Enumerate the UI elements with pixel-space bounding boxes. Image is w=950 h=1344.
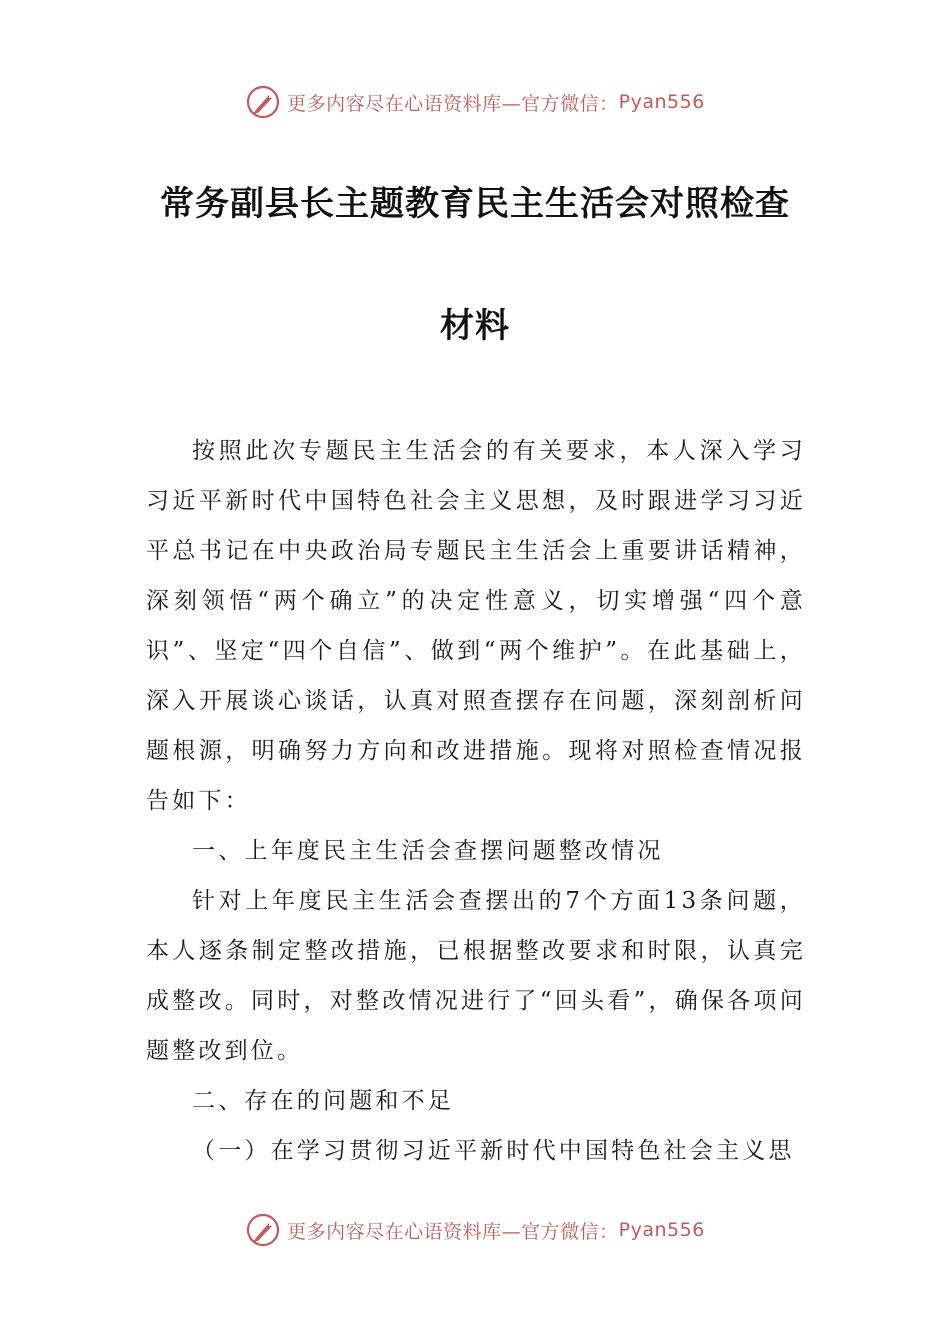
document-body xyxy=(146,426,806,1176)
watermark-text: 更多内容尽在心语资料库—官方微信： xyxy=(287,92,619,115)
section-heading-2: 二、存在的问题和不足 xyxy=(192,1088,454,1114)
watermark-wechat-id: Pyan556 xyxy=(618,91,705,113)
intro-paragraph: 按照此次专题民主生活会的有关要求，本人深入学习习近平新时代中国特色社会主义思想，及时跟进学习习近平总书记在中央政治局专题民主生活会上重要讲话精神，深刻领悟“两个确立”的决定性意义，切实增强“四个意识”、坚定“四个自信”、做到“两个维护”。在此基础上，深入开展谈心谈话，认真对照查摆存在问题，深刻剖析问题根源，明确努力方向和改进措施。现将对照检查情况报告如下： xyxy=(146,438,806,814)
document-title-line2: 材料 xyxy=(440,306,510,346)
watermark-banner-top xyxy=(0,82,950,122)
watermark-text: 更多内容尽在心语资料库—官方微信： xyxy=(287,1220,619,1243)
section-heading-1: 一、上年度民主生活会查摆问题整改情况 xyxy=(192,838,664,864)
watermark-wechat-id: Pyan556 xyxy=(618,1219,705,1241)
document-title-line1: 常务副县长主题教育民主生活会对照检查 xyxy=(160,184,790,224)
pen-nib-logo-icon xyxy=(245,1212,281,1248)
subsection-heading-1: （一）在学习贯彻习近平新时代中国特色社会主义思 xyxy=(192,1138,795,1164)
pen-nib-logo-icon xyxy=(245,84,281,120)
watermark-banner-bottom xyxy=(0,1210,950,1250)
section-1-paragraph: 针对上年度民主生活会查摆出的7个方面13条问题，本人逐条制定整改措施，已根据整改要求和时限，认真完成整改。同时，对整改情况进行了“回头看”，确保各项问题整改到位。 xyxy=(146,888,806,1064)
